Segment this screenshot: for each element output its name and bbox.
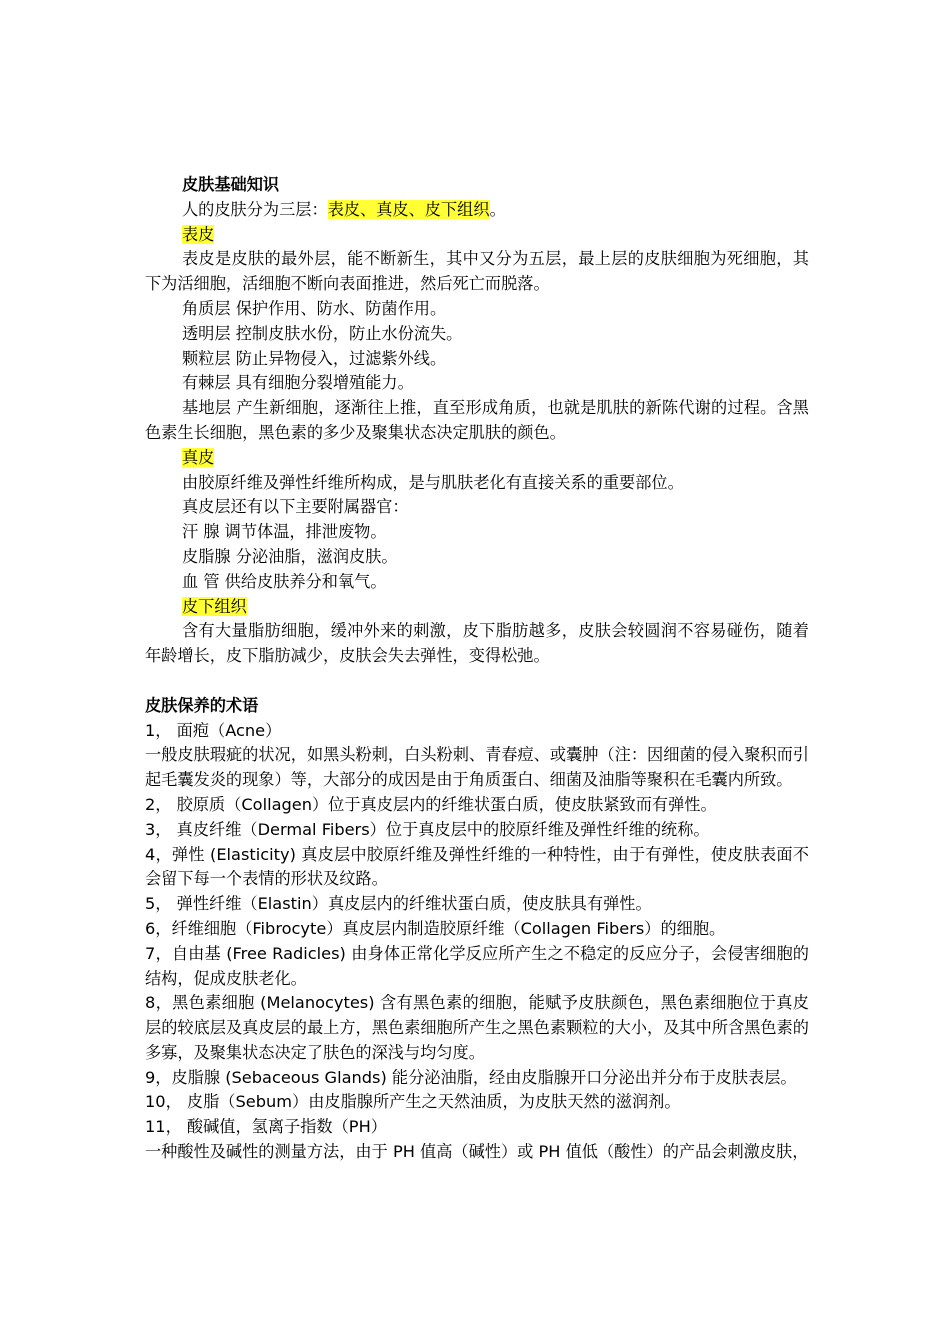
dermis-heading-line <box>145 446 809 471</box>
section-spacer <box>145 669 809 694</box>
dermis-heading: 真皮 <box>182 447 215 467</box>
term-item: 7，自由基 (Free Radicles) 由身体正常化学反应所产生之不稳定的反应分子，会侵害细胞的结构，促成皮肤老化。 <box>145 943 809 988</box>
epidermis-heading-line <box>145 223 809 248</box>
term-item: 11， 酸碱值，氢离子指数（PH） <box>145 1117 387 1137</box>
intro-suffix: 。 <box>489 199 506 219</box>
epidermis-layer: 颗粒层 防止异物侵入，过滤紫外线。 <box>182 348 447 368</box>
term-item: 9，皮脂腺 (Sebaceous Glands) 能分泌油脂，经由皮脂腺开口分泌出并分布于皮肤表层。 <box>145 1067 797 1087</box>
skin-layers-intro <box>145 198 809 223</box>
epidermis-layer: 透明层 控制皮肤水份，防止水份流失。 <box>182 323 463 343</box>
subcutis-heading: 皮下组织 <box>182 596 247 616</box>
intro-highlight: 表皮、真皮、皮下组织 <box>327 199 490 219</box>
term-item: 8，黑色素细胞 (Melanocytes) 含有黑色素的细胞，能赋予皮肤颜色，黑色素细胞位于真皮层的较底层及真皮层的最上方，黑色素细胞所产生之黑色素颗粒的大小，及其中所含黑色素的多寡，及聚集状态决定了肤色的深浅与均匀度。 <box>145 993 809 1062</box>
term-item: 一种酸性及碱性的测量方法，由于 PH 值高（碱性）或 PH 值低（酸性）的产品会刺激皮肤， <box>145 1142 809 1162</box>
subcutis-description: 含有大量脂肪细胞，缓冲外来的刺激，皮下脂肪越多，皮肤会较圆润不容易碰伤，随着年龄增长，皮下脂肪减少，皮肤会失去弹性，变得松弛。 <box>145 621 809 666</box>
epidermis-layer: 角质层 保护作用、防水、防菌作用。 <box>182 298 447 318</box>
epidermis-layer: 基地层 产生新细胞，逐渐往上推，直至形成角质，也就是肌肤的新陈代谢的过程。含黑色素生长细胞，黑色素的多少及聚集状态决定肌肤的颜色。 <box>145 398 809 442</box>
term-item: 2， 胶原质（Collagen）位于真皮层内的纤维状蛋白质，使皮肤紧致而有弹性。 <box>145 794 717 814</box>
section-title-skincare-terms: 皮肤保养的术语 <box>145 695 259 715</box>
dermis-organ: 皮脂腺 分泌油脂，滋润皮肤。 <box>182 546 398 566</box>
dermis-organs-intro: 真皮层还有以下主要附属器官： <box>182 497 409 517</box>
epidermis-heading: 表皮 <box>182 224 215 244</box>
term-item: 5， 弹性纤维（Elastin）真皮层内的纤维状蛋白质，使皮肤具有弹性。 <box>145 894 652 914</box>
term-item: 4，弹性 (Elasticity) 真皮层中胶原纤维及弹性纤维的一种特性，由于有弹性，使皮肤表面不会留下每一个表情的形状及纹路。 <box>145 844 809 889</box>
epidermis-layer: 有棘层 具有细胞分裂增殖能力。 <box>182 373 414 393</box>
intro-prefix: 人的皮肤分为三层： <box>182 199 328 219</box>
subcutis-heading-line <box>145 595 809 620</box>
section-title-skin-basics: 皮肤基础知识 <box>182 175 280 194</box>
dermis-organ: 血 管 供给皮肤养分和氧气。 <box>182 571 387 591</box>
dermis-organ: 汗 腺 调节体温，排泄废物。 <box>182 522 387 542</box>
term-item: 1， 面疱（Acne） <box>145 720 282 740</box>
term-item: 一般皮肤瑕疵的状况，如黑头粉刺，白头粉刺、青春痘、或囊肿（注：因细菌的侵入聚积而引起毛囊发炎的现象）等，大部分的成因是由于角质蛋白、细菌及油脂等聚积在毛囊内所致。 <box>145 745 809 790</box>
term-item: 10， 皮脂（Sebum）由皮脂腺所产生之天然油质，为皮肤天然的滋润剂。 <box>145 1092 681 1112</box>
term-item: 6，纤维细胞（Fibrocyte）真皮层内制造胶原纤维（Collagen Fibers）的细胞。 <box>145 918 726 938</box>
dermis-description: 由胶原纤维及弹性纤维所构成，是与肌肤老化有直接关系的重要部位。 <box>182 472 684 492</box>
epidermis-description: 表皮是皮肤的最外层，能不断新生，其中又分为五层，最上层的皮肤细胞为死细胞，其下为活细胞，活细胞不断向表面推进，然后死亡而脱落。 <box>145 249 809 294</box>
term-item: 3， 真皮纤维（Dermal Fibers）位于真皮层中的胶原纤维及弹性纤维的统称。 <box>145 819 710 839</box>
document-body <box>145 173 809 1165</box>
